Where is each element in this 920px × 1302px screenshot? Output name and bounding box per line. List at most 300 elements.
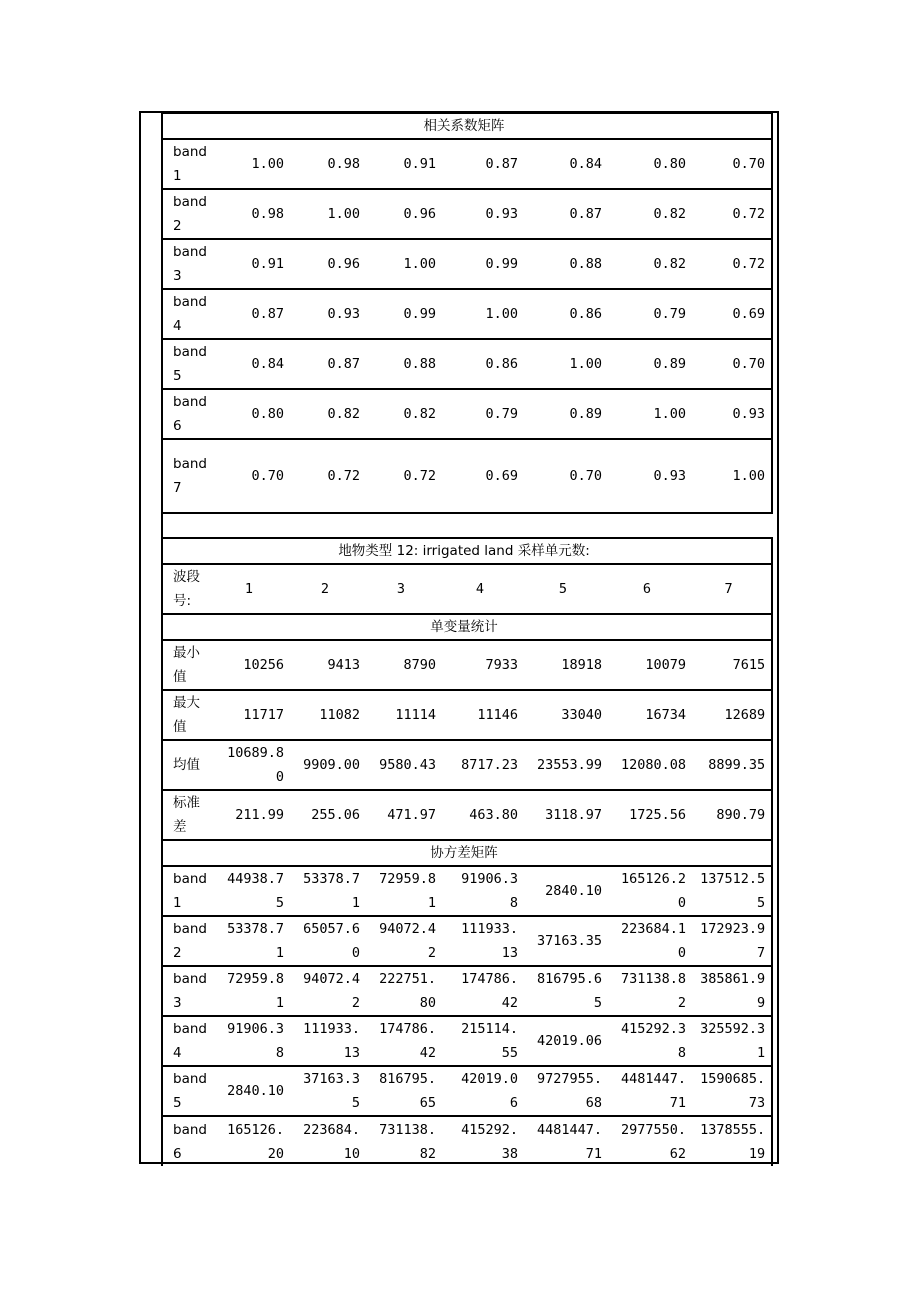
band-label-line1: band (173, 344, 207, 360)
table-row (162, 439, 772, 513)
covariance-cell-part: 415292. (461, 1121, 518, 1138)
covariance-cell-part: 731138.8 (620, 971, 686, 987)
covariance-cell-part: 38 (501, 1145, 518, 1162)
band-label (162, 1116, 214, 1166)
stat-row (162, 690, 772, 740)
band-label (162, 439, 214, 513)
stat-value-part: 10079 (645, 657, 686, 673)
stat-label (162, 690, 214, 740)
covariance-cell-part: 80 (419, 995, 436, 1011)
band-label (162, 866, 214, 916)
stat-value (442, 640, 524, 690)
covariance-cell-part: 44938.7 (227, 871, 284, 887)
covariance-cell-part: 415292.3 (620, 1021, 686, 1037)
band-label-line2: 3 (173, 995, 182, 1011)
band-label-line1: band (173, 456, 207, 472)
band-label-line1: band (173, 194, 207, 210)
correlation-cell: 0.82 (653, 206, 686, 222)
covariance-cell-part: 91906.3 (227, 1021, 284, 1037)
covariance-cell (290, 1016, 366, 1066)
band-label-line2: 6 (173, 1145, 182, 1162)
correlation-cell: 0.87 (485, 156, 518, 172)
covariance-cell-part: 65 (419, 1095, 436, 1111)
stat-value (524, 640, 608, 690)
covariance-cell-part: 111933. (303, 1021, 360, 1037)
stat-label-line1: 最小 (173, 645, 200, 661)
covariance-cell-part: 37163.3 (303, 1071, 360, 1087)
covariance-cell-part: 53378.7 (303, 871, 360, 887)
table-row (162, 239, 772, 289)
band-label-line1: band (173, 394, 207, 410)
stat-value-part: 0 (275, 769, 284, 785)
correlation-cell: 0.93 (485, 206, 518, 222)
covariance-cell (442, 866, 524, 916)
covariance-cell (214, 1066, 290, 1116)
stat-value (608, 740, 692, 790)
covariance-cell (366, 966, 442, 1016)
covariance-cell-part: 1 (351, 895, 360, 911)
covariance-cell-part: 1 (275, 945, 284, 961)
covariance-cell (290, 1116, 366, 1166)
correlation-cell: 0.84 (251, 356, 284, 372)
univariate-title-row (162, 614, 772, 640)
correlation-cell: 0.70 (732, 356, 765, 372)
covariance-cell (214, 866, 290, 916)
covariance-cell-part: 731138. (379, 1121, 436, 1138)
covariance-cell (442, 1116, 524, 1166)
table-row (162, 1066, 772, 1116)
correlation-cell: 0.72 (403, 468, 436, 484)
stat-value (290, 640, 366, 690)
table-row (162, 289, 772, 339)
covariance-cell-part: 816795. (379, 1071, 436, 1087)
table-row (162, 1016, 772, 1066)
correlation-cell: 0.99 (485, 256, 518, 272)
covariance-cell-part: 53378.7 (227, 921, 284, 937)
correlation-cell: 0.84 (569, 156, 602, 172)
covariance-cell (608, 966, 692, 1016)
covariance-cell (214, 966, 290, 1016)
covariance-cell (442, 1066, 524, 1116)
covariance-cell-part: 62 (669, 1145, 686, 1162)
covariance-cell (442, 966, 524, 1016)
covariance-cell-part: 174786. (379, 1021, 436, 1037)
covariance-cell-part: 0 (351, 945, 360, 961)
covariance-cell-part: 0 (677, 895, 686, 911)
band-label-line2: 2 (173, 218, 182, 234)
band-label (162, 339, 214, 389)
stat-value-part: 10689.8 (227, 745, 284, 761)
covariance-cell-part: 2 (677, 995, 686, 1011)
stat-value-part: 8790 (403, 657, 436, 673)
covariance-cell-part: 2840.10 (227, 1083, 284, 1099)
correlation-cell: 0.96 (403, 206, 436, 222)
covariance-cell-part: 222751. (379, 971, 436, 987)
covariance-cell-part: 1378555. (700, 1121, 766, 1138)
covariance-cell-part: 82 (419, 1145, 436, 1162)
covariance-cell-part: 2840.10 (545, 883, 602, 899)
band-label (162, 389, 214, 439)
covariance-cell-part: 137512.5 (700, 871, 766, 887)
band-label (162, 916, 214, 966)
covariance-cell-part: 2 (351, 995, 360, 1011)
stat-value-part: 12689 (724, 707, 766, 723)
covariance-cell (608, 916, 692, 966)
covariance-cell (290, 866, 366, 916)
covariance-cell-part: 68 (585, 1095, 602, 1111)
table-row (162, 966, 772, 1016)
stat-value-part: 8717.23 (461, 757, 518, 773)
correlation-cell: 0.82 (327, 406, 360, 422)
covariance-cell-part: 13 (501, 945, 518, 961)
band-label-line2: 1 (173, 895, 182, 911)
table-row (162, 916, 772, 966)
stat-value (524, 790, 608, 840)
band-number: 4 (475, 581, 485, 597)
correlation-cell: 0.69 (485, 468, 518, 484)
stat-value (692, 640, 772, 690)
covariance-cell (214, 1016, 290, 1066)
band-number: 6 (642, 581, 652, 597)
covariance-cell-part: 20 (267, 1145, 284, 1162)
covariance-cell-part: 215114. (461, 1021, 518, 1037)
covariance-cell-part: 42 (419, 1045, 436, 1061)
covariance-cell (366, 1116, 442, 1166)
covariance-cell (692, 916, 772, 966)
covariance-cell-part: 2 (427, 945, 436, 961)
correlation-matrix-table (161, 112, 773, 514)
covariance-cell (290, 966, 366, 1016)
covariance-title: 协方差矩阵 (430, 845, 498, 861)
band-label-line2: 7 (173, 480, 182, 496)
covariance-title-row (162, 840, 772, 866)
covariance-cell-part: 72959.8 (227, 971, 284, 987)
band-label-line2: 5 (173, 1095, 182, 1111)
covariance-cell-part: 10 (343, 1145, 360, 1162)
correlation-cell: 0.80 (653, 156, 686, 172)
band-label-line1: band (173, 244, 207, 260)
covariance-cell-part: 816795.6 (536, 971, 602, 987)
covariance-cell (608, 1066, 692, 1116)
stat-value-part: 9580.43 (379, 757, 436, 773)
stat-value (366, 640, 442, 690)
covariance-cell (366, 1066, 442, 1116)
class-title: 地物类型 12: irrigated land 采样单元数: (338, 543, 590, 559)
stat-value-part: 9909.00 (303, 757, 360, 773)
correlation-cell: 0.98 (251, 206, 284, 222)
stat-label (162, 740, 214, 790)
band-label-line2: 5 (173, 368, 182, 384)
correlation-cell: 0.87 (251, 306, 284, 322)
table-row (162, 139, 772, 189)
band-label-line2: 3 (173, 268, 182, 284)
correlation-cell: 0.70 (569, 468, 602, 484)
table-row (162, 189, 772, 239)
correlation-cell: 1.00 (653, 406, 686, 422)
band-label-line2: 1 (173, 168, 182, 184)
covariance-cell-part: 8 (509, 895, 518, 911)
stat-value-part: 890.79 (716, 807, 766, 823)
stat-value-part: 3118.97 (545, 807, 602, 823)
covariance-cell (608, 1016, 692, 1066)
correlation-cell: 0.72 (732, 206, 765, 222)
band-label (162, 239, 214, 289)
stat-value-part: 11717 (243, 707, 284, 723)
stat-value-part: 7615 (732, 657, 766, 673)
band-label-line2: 4 (173, 1045, 182, 1061)
band-header-label-line1: 波段 (173, 569, 200, 585)
covariance-cell (524, 866, 608, 916)
covariance-cell (608, 866, 692, 916)
band-label (162, 1016, 214, 1066)
correlation-cell: 0.88 (403, 356, 436, 372)
band-header-label (162, 564, 214, 614)
correlation-cell: 0.72 (732, 256, 765, 272)
correlation-cell: 0.96 (327, 256, 360, 272)
covariance-cell-part: 94072.4 (303, 971, 360, 987)
correlation-cell: 1.00 (485, 306, 518, 322)
band-label (162, 966, 214, 1016)
covariance-cell-part: 55 (501, 1045, 518, 1061)
stat-value (214, 690, 290, 740)
covariance-cell (692, 866, 772, 916)
correlation-cell: 0.93 (327, 306, 360, 322)
covariance-cell (524, 1116, 608, 1166)
stat-label-line1: 最大 (173, 695, 200, 711)
covariance-cell-part: 19 (748, 1145, 766, 1162)
stat-row (162, 640, 772, 690)
correlation-title-row (162, 113, 772, 139)
correlation-cell: 0.87 (569, 206, 602, 222)
correlation-cell: 0.99 (403, 306, 436, 322)
covariance-cell-part: 174786. (461, 971, 518, 987)
stat-value (442, 790, 524, 840)
covariance-cell (692, 1116, 772, 1166)
band-label-line1: band (173, 871, 207, 887)
covariance-cell (442, 916, 524, 966)
band-label (162, 189, 214, 239)
covariance-cell (692, 1016, 772, 1066)
class-title-row (162, 538, 772, 564)
correlation-cell: 0.93 (653, 468, 686, 484)
stat-value-part: 463.80 (469, 807, 518, 823)
stat-value-part: 10256 (243, 657, 284, 673)
stat-value-part: 23553.99 (536, 757, 602, 773)
covariance-cell-part: 13 (343, 1045, 360, 1061)
covariance-cell (214, 1116, 290, 1166)
covariance-cell-part: 165126. (227, 1121, 284, 1138)
correlation-cell: 0.98 (327, 156, 360, 172)
correlation-cell: 0.91 (403, 156, 436, 172)
correlation-cell: 0.89 (569, 406, 602, 422)
band-label-line1: band (173, 1071, 207, 1087)
covariance-cell-part: 71 (585, 1145, 602, 1162)
correlation-cell: 0.88 (569, 256, 602, 272)
covariance-cell-part: 6 (509, 1095, 518, 1111)
covariance-cell (290, 916, 366, 966)
band-label-line2: 2 (173, 945, 182, 961)
covariance-cell-part: 5 (593, 995, 602, 1011)
covariance-cell (442, 1016, 524, 1066)
covariance-cell-part: 325592.3 (700, 1021, 766, 1037)
covariance-cell-part: 4481447. (620, 1071, 686, 1087)
covariance-cell-part: 1 (427, 895, 436, 911)
band-label-line1: band (173, 1021, 207, 1037)
table-row (162, 339, 772, 389)
covariance-cell (692, 1066, 772, 1116)
correlation-cell: 0.70 (251, 468, 284, 484)
band-label-line2: 6 (173, 418, 182, 434)
stat-value (442, 740, 524, 790)
covariance-cell (366, 866, 442, 916)
covariance-cell-part: 42 (501, 995, 518, 1011)
covariance-cell-part: 8 (677, 1045, 686, 1061)
stat-value (692, 790, 772, 840)
stat-label-line1: 均值 (173, 757, 200, 773)
covariance-cell-part: 2977550. (620, 1121, 686, 1138)
stat-label (162, 640, 214, 690)
covariance-cell-part: 1590685. (700, 1071, 766, 1087)
correlation-cell: 0.69 (732, 306, 765, 322)
correlation-cell: 0.82 (653, 256, 686, 272)
band-number: 1 (244, 581, 254, 597)
covariance-cell-part: 73 (748, 1095, 766, 1111)
covariance-cell-part: 65057.6 (303, 921, 360, 937)
stat-value (608, 640, 692, 690)
stat-value-part: 8899.35 (708, 757, 766, 773)
covariance-cell (524, 1066, 608, 1116)
covariance-cell-part: 8 (275, 1045, 284, 1061)
covariance-cell (524, 916, 608, 966)
band-number: 7 (724, 581, 733, 597)
stat-value-part: 11114 (395, 707, 436, 723)
stat-row (162, 790, 772, 840)
stat-value (692, 740, 772, 790)
covariance-cell-part: 5 (756, 895, 766, 911)
correlation-cell: 0.86 (485, 356, 518, 372)
covariance-cell (366, 916, 442, 966)
stat-value (290, 790, 366, 840)
class12-statistics-table (161, 537, 773, 1166)
covariance-cell-part: 1 (756, 1045, 766, 1061)
correlation-cell: 0.82 (403, 406, 436, 422)
stat-value-part: 255.06 (311, 807, 360, 823)
stat-value (290, 740, 366, 790)
band-number: 2 (320, 581, 330, 597)
band-label-line1: band (173, 294, 207, 310)
stat-value-part: 7933 (485, 657, 518, 673)
covariance-cell-part: 42019.06 (536, 1033, 602, 1049)
correlation-cell: 0.89 (653, 356, 686, 372)
covariance-cell-part: 7 (756, 945, 766, 961)
band-label (162, 139, 214, 189)
band-label-line2: 4 (173, 318, 182, 334)
stat-value-part: 211.99 (235, 807, 284, 823)
correlation-cell: 1.00 (403, 256, 436, 272)
band-number-row (162, 564, 772, 614)
stat-label (162, 790, 214, 840)
covariance-cell-part: 37163.35 (536, 933, 602, 949)
correlation-cell: 0.80 (251, 406, 284, 422)
covariance-cell (692, 966, 772, 1016)
stat-value (608, 690, 692, 740)
correlation-cell: 0.79 (653, 306, 686, 322)
stat-value-part: 11146 (477, 707, 518, 723)
covariance-cell-part: 0 (677, 945, 686, 961)
band-label (162, 1066, 214, 1116)
covariance-cell (214, 916, 290, 966)
stat-value-part: 9413 (327, 657, 360, 673)
stat-value (442, 690, 524, 740)
correlation-cell: 0.86 (569, 306, 602, 322)
covariance-cell-part: 223684. (303, 1121, 360, 1138)
stat-value-part: 18918 (561, 657, 602, 673)
stat-label-line1: 标准 (173, 795, 200, 811)
band-number: 3 (396, 581, 406, 597)
correlation-cell: 0.70 (732, 156, 765, 172)
covariance-cell-part: 5 (351, 1095, 360, 1111)
stat-value (692, 690, 772, 740)
covariance-cell-part: 172923.9 (700, 921, 766, 937)
stat-value-part: 11082 (319, 707, 360, 723)
table-row (162, 1116, 772, 1166)
correlation-cell: 1.00 (569, 356, 602, 372)
band-label-line1: band (173, 921, 207, 937)
stat-value (290, 690, 366, 740)
stat-value (366, 790, 442, 840)
stat-value (608, 790, 692, 840)
stat-value-part: 471.97 (387, 807, 436, 823)
stat-row (162, 740, 772, 790)
covariance-cell-part: 5 (275, 895, 284, 911)
band-label (162, 289, 214, 339)
covariance-cell-part: 4481447. (536, 1121, 602, 1138)
stat-value-part: 1725.56 (629, 807, 686, 823)
covariance-cell (366, 1016, 442, 1066)
band-label-line1: band (173, 971, 207, 987)
correlation-cell: 0.91 (251, 256, 284, 272)
stat-value (214, 790, 290, 840)
covariance-cell-part: 71 (669, 1095, 686, 1111)
stat-value-part: 16734 (645, 707, 686, 723)
correlation-title: 相关系数矩阵 (423, 118, 505, 134)
covariance-cell (608, 1116, 692, 1166)
covariance-cell-part: 9 (756, 995, 766, 1011)
covariance-cell-part: 1 (275, 995, 284, 1011)
stat-label-line2: 差 (173, 819, 187, 835)
stat-value (366, 740, 442, 790)
correlation-cell: 0.93 (732, 406, 765, 422)
covariance-cell-part: 9727955. (536, 1071, 602, 1087)
correlation-cell: 0.87 (327, 356, 360, 372)
band-header-label-line2: 号: (173, 593, 192, 609)
covariance-cell (290, 1066, 366, 1116)
covariance-cell-part: 111933. (461, 921, 518, 937)
band-label-line1: band (173, 144, 207, 160)
covariance-cell-part: 385861.9 (700, 971, 766, 987)
stat-label-line2: 值 (173, 719, 187, 735)
covariance-cell (524, 966, 608, 1016)
covariance-cell-part: 91906.3 (461, 871, 518, 887)
covariance-cell-part: 223684.1 (620, 921, 686, 937)
covariance-cell-part: 165126.2 (620, 871, 686, 887)
covariance-cell-part: 72959.8 (379, 871, 436, 887)
stat-value (366, 690, 442, 740)
stat-value (524, 740, 608, 790)
correlation-cell: 1.00 (327, 206, 360, 222)
covariance-cell (524, 1016, 608, 1066)
correlation-cell: 1.00 (732, 468, 765, 484)
